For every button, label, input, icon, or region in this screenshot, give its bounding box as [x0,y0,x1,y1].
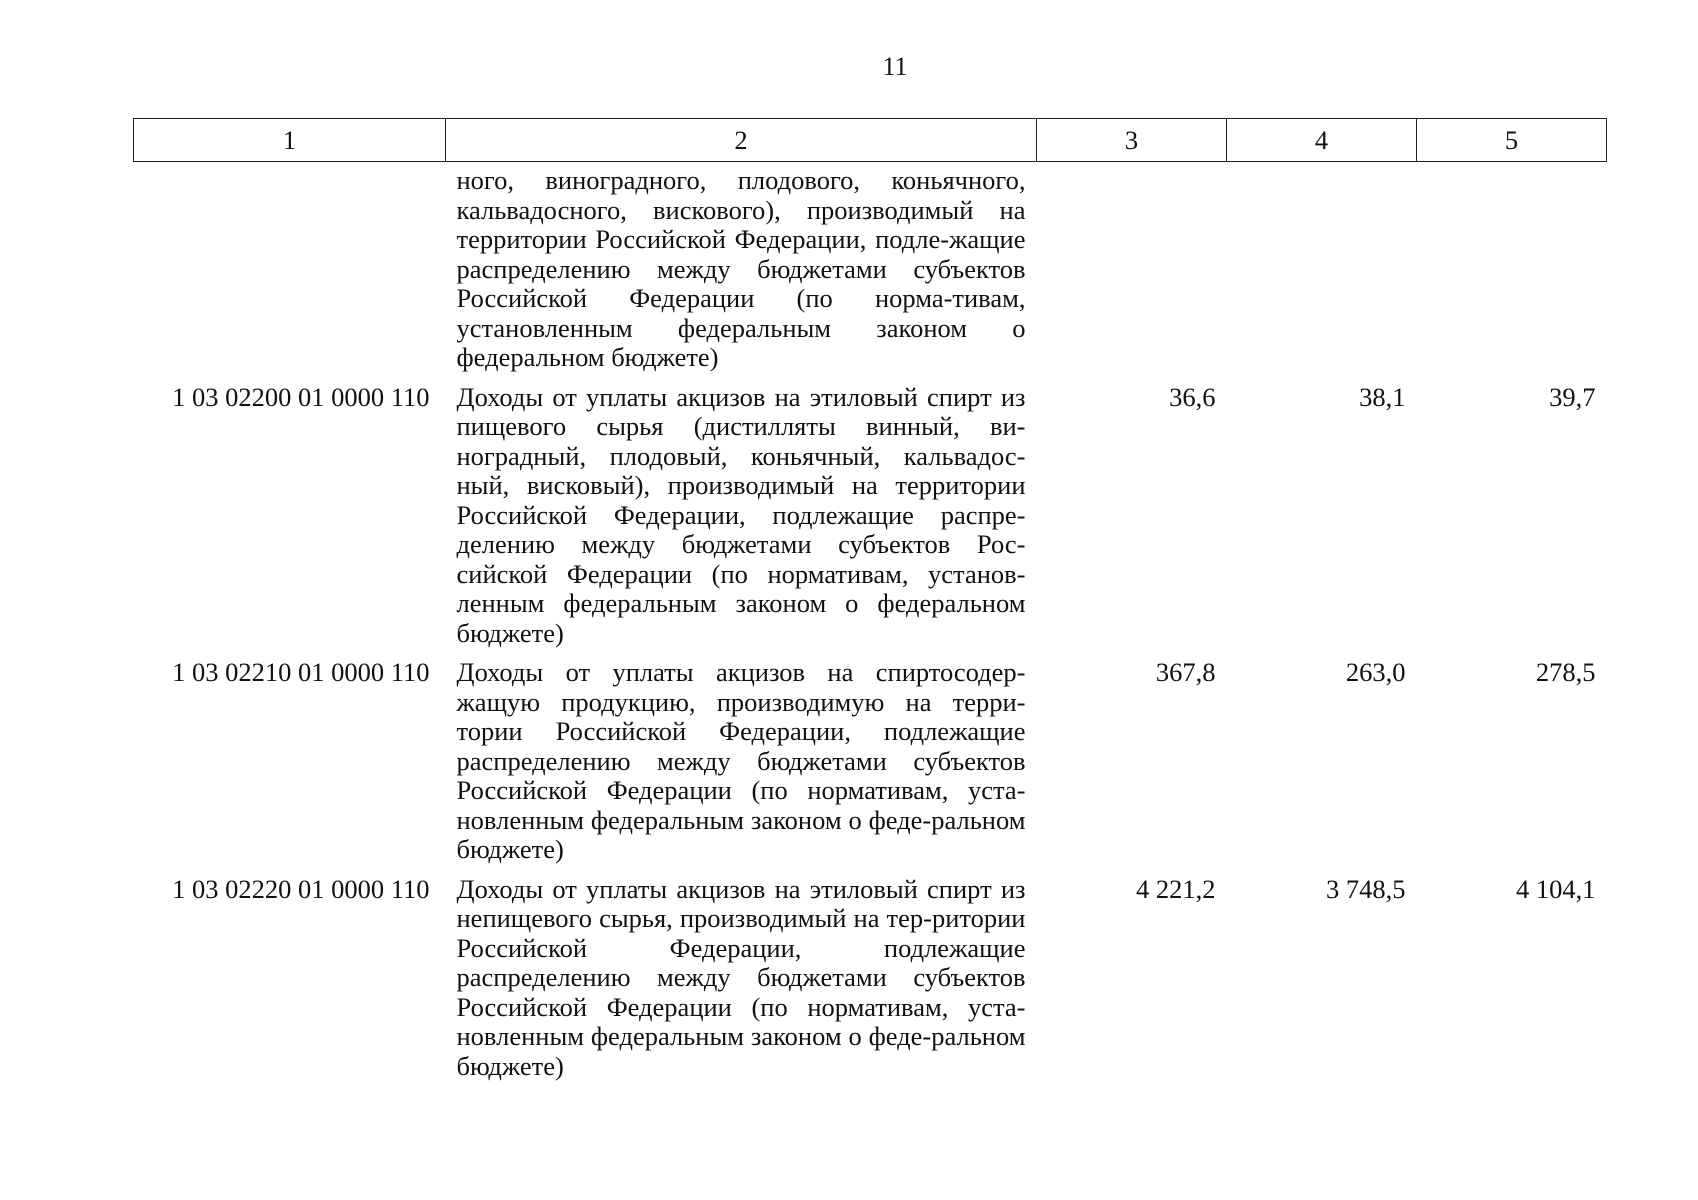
page-number: 11 [882,52,908,81]
column-header-4: 4 [1227,119,1417,162]
revenue-table [133,118,1607,1081]
column-header-1: 1 [134,119,446,162]
row-value-col5: 4 104,1 [1516,873,1596,904]
row-value-col3: 4 221,2 [1136,873,1216,904]
row-code: 1 03 02200 01 0000 110 [172,381,430,412]
table-row-continuation [134,162,1607,373]
row-description: Доходы от уплаты акцизов на этиловый спирт из непищевого сырья, производимый на тер-ритории Российской Федерации, подлежащие распределению между бюджетами субъектов Российской Федерации (по нормативам, уста-новленным федеральным законом о феде-ральном бюджете) [456,873,1026,1081]
row-code [134,162,446,373]
row-description: Доходы от уплаты акцизов на спиртосодер-жащую продукцию, производимую на терри-тории Российской Федерации, подлежащие распределению между бюджетами субъектов Российской Федерации (по нормативам, уста-новленным федеральным законом о феде-ральном бюджете) [456,657,1026,864]
table-row [134,648,1607,865]
row-value-col3: 36,6 [1169,381,1216,412]
row-value-col5: 278,5 [1535,657,1596,687]
column-header-5: 5 [1417,119,1607,162]
row-value-col3: 367,8 [1155,657,1216,687]
row-code: 1 03 02220 01 0000 110 [172,873,430,904]
table-row [134,865,1607,1082]
row-value-col4: 38,1 [1359,381,1406,412]
row-description: ного, виноградного, плодового, коньячного, кальвадосного, вискового), производимый на территории Российской Федерации, подле-жащие распределению между бюджетами субъектов Российской Федерации (по норма-тивам, установленным федеральным законом о федеральном бюджете) [456,165,1026,372]
row-value-col3 [1037,162,1227,373]
row-description: Доходы от уплаты акцизов на этиловый спирт из пищевого сырья (дистилляты винный, ви-ноградный, плодовый, коньячный, кальвадос-ный, висковый), производимый на территории Российской Федерации, подлежащие распре-делению между бюджетами субъектов Рос-сийской Федерации (по нормативам, установ-ленным федеральным законом о федеральном бюджете) [456,381,1026,648]
row-code: 1 03 02210 01 0000 110 [172,657,430,687]
table-row [134,373,1607,649]
row-value-col4: 263,0 [1345,657,1406,687]
row-value-col4: 3 748,5 [1326,873,1406,904]
row-value-col5: 39,7 [1549,381,1596,412]
row-value-col4 [1227,162,1417,373]
row-value-col5 [1417,162,1607,373]
column-header-3: 3 [1037,119,1227,162]
column-header-2: 2 [446,119,1037,162]
table-header-row [134,119,1607,162]
